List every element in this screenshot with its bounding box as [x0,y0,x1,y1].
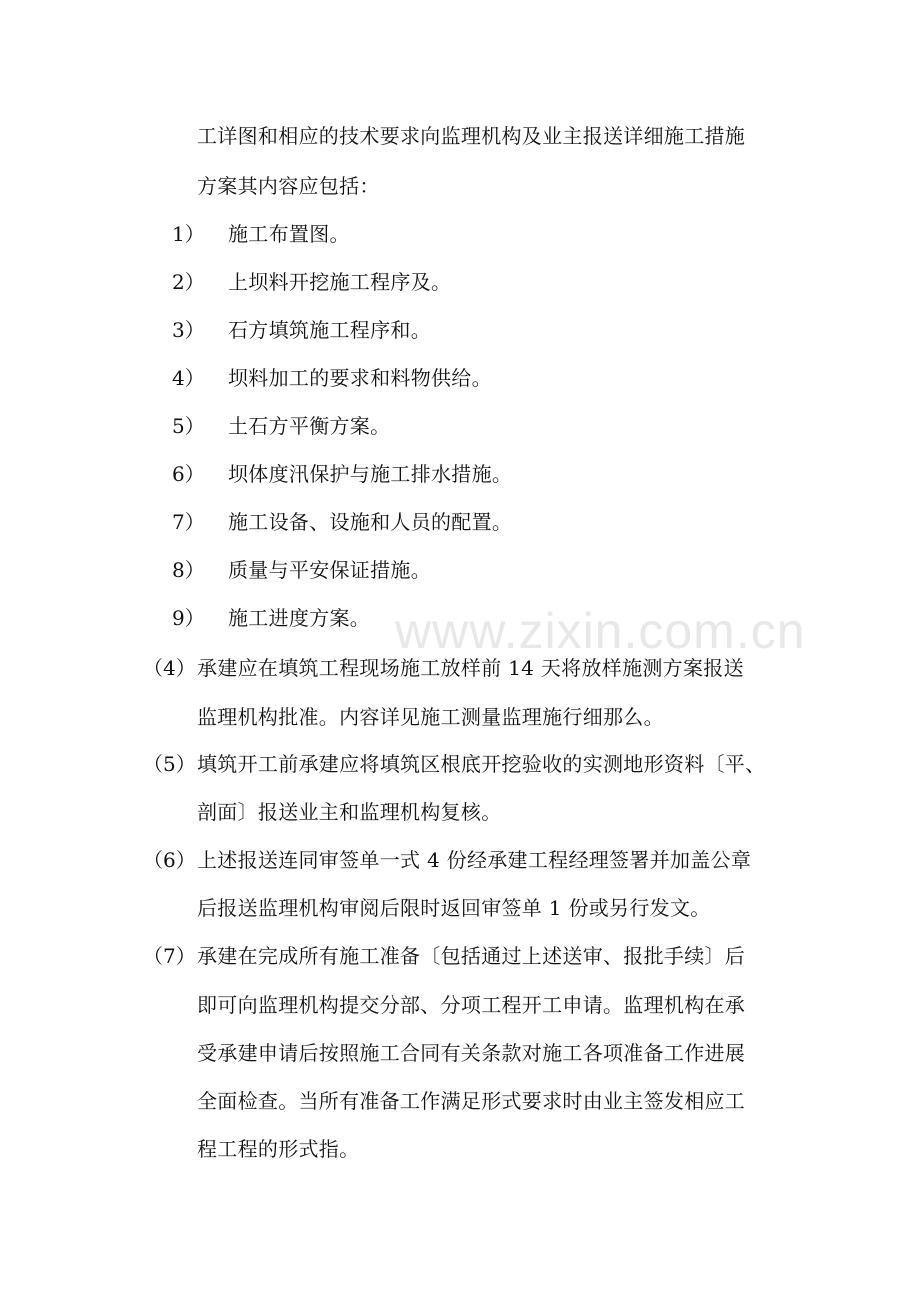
list-item-text: 施工设备、设施和人员的配置。 [228,510,513,534]
list-item-number: 3） [172,318,205,342]
paragraph-number: （6） [143,848,196,872]
paragraph-number: （5） [143,752,196,776]
paragraph-line: 监理机构批准。内容详见施工测量监理施行细那么。 [197,705,664,729]
paragraph-number: （4） [143,656,196,680]
intro-line-1: 工详图和相应的技术要求向监理机构及业主报送详细施工措施 [197,124,746,148]
list-item-number: 9） [172,606,205,630]
list-item-text: 坝料加工的要求和料物供给。 [228,366,492,390]
list-item-text: 施工布置图。 [228,222,350,246]
list-item-text: 质量与平安保证措施。 [228,558,431,582]
paragraph-line: 后报送监理机构审阅后限时返回审签单 1 份或另行发文。 [197,896,711,920]
paragraph-line: 全面检查。当所有准备工作满足形式要求时由业主签发相应工 [197,1089,746,1113]
paragraph-line: 程工程的形式指。 [197,1137,360,1161]
paragraph-number: （7） [143,944,196,968]
paragraph-line: 承建应在填筑工程现场施工放样前 14 天将放样施测方案报送 [197,656,744,680]
list-item-number: 1） [172,222,205,246]
list-item-text: 坝体度汛保护与施工排水措施。 [228,462,513,486]
paragraph-line: 填筑开工前承建应将填筑区根底开挖验收的实测地形资料〔平、 [197,752,766,776]
paragraph-line: 承建在完成所有施工准备〔包括通过上述送审、报批手续〕后 [197,944,746,968]
paragraph-line: 即可向监理机构提交分部、分项工程开工申请。监理机构在承 [197,993,746,1017]
list-item-number: 5） [172,414,205,438]
list-item-number: 8） [172,558,205,582]
list-item-text: 石方填筑施工程序和。 [228,318,431,342]
list-item-number: 4） [172,366,205,390]
watermark: www.zixin.com.cn [395,603,806,659]
paragraph-line: 上述报送连同审签单一式 4 份经承建工程经理签署并加盖公章 [197,848,752,872]
list-item-text: 上坝料开挖施工程序及。 [228,270,452,294]
list-item-number: 7） [172,510,205,534]
list-item-number: 6） [172,462,205,486]
list-item-number: 2） [172,270,205,294]
paragraph-line: 剖面〕报送业主和监理机构复核。 [197,800,502,824]
paragraph-line: 受承建申请后按照施工合同有关条款对施工各项准备工作进展 [197,1041,746,1065]
list-item-text: 施工进度方案。 [228,606,371,630]
list-item-text: 土石方平衡方案。 [228,414,391,438]
intro-line-2: 方案其内容应包括： [197,174,380,198]
